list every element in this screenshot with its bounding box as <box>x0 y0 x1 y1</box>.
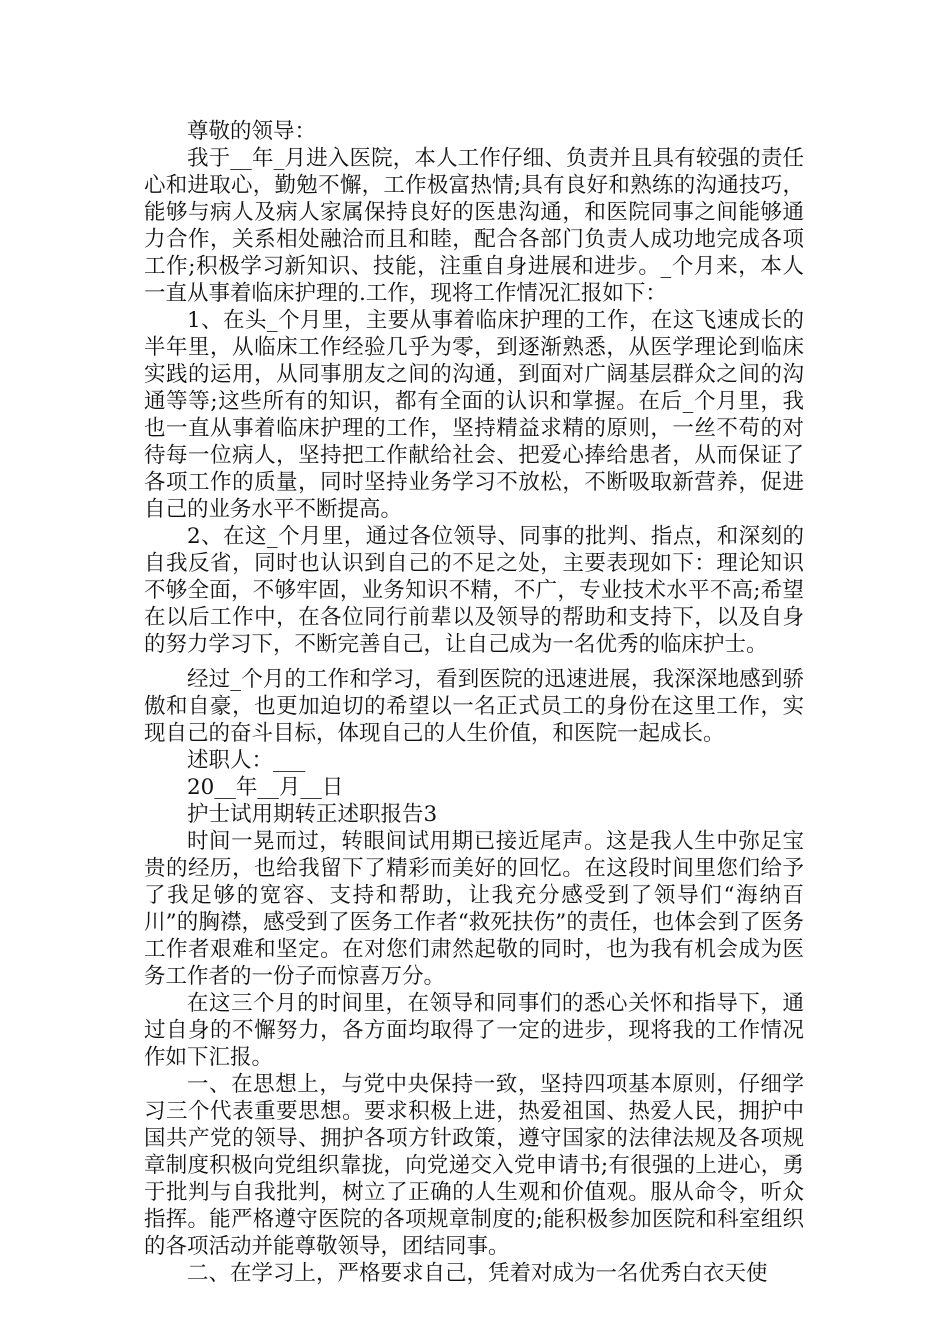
paragraph-intro: 我于__年_月进入医院，本人工作仔细、负责并且具有较强的责任心和进取心，勤勉不懈，工作极富热情;具有良好和熟练的沟通技巧，能够与病人及病人家属保持良好的医患沟通，和医院同事之间能够通力合作，关系相处融洽而且和睦，配合各部门负责人成功地完成各项工作;积极学习新知识、技能，注重自身进展和进步。_个月来，本人一直从事着临床护理的.工作，现将工作情况汇报如下： <box>144 146 804 306</box>
paragraph-report-3-intro: 时间一晃而过，转眼间试用期已接近尾声。这是我人生中弥足宝贵的经历，也给我留下了精彩而美好的回忆。在这段时间里您们给予了我足够的宽容、支持和帮助，让我充分感受到了领导们“海纳百川”的胸襟，感受到了医务工作者“救死扶伤”的责任，也体会到了医务工作者艰难和坚定。在对您们肃然起敬的同时，也为我有机会成为医务工作者的一份子而惊喜万分。 <box>144 829 804 989</box>
paragraph-conclusion: 经过_个月的工作和学习，看到医院的迅速进展，我深深地感到骄傲和自豪，也更加迫切的希望以一名正式员工的身份在这里工作，实现自己的奋斗目标，体现自己的人生价值，和医院一起成长。 <box>144 667 804 746</box>
salutation: 尊敬的领导： <box>187 119 317 144</box>
paragraph-item-2: 2、在这_个月里，通过各位领导、同事的批判、指点，和深刻的自我反省，同时也认识到自己的不足之处，主要表现如下：理论知识不够全面，不够牢固，业务知识不精，不广，专业技术水平不高;希望在以后工作中，在各位同行前辈以及领导的帮助和支持下，以及自身的努力学习下，不断完善自己，让自己成为一名优秀的临床护士。 <box>144 524 804 657</box>
document-body <box>144 118 804 1287</box>
date-line: 20__年__月__日 <box>187 775 344 800</box>
paragraph-thought: 一、在思想上，与党中央保持一致，坚持四项基本原则，仔细学习三个代表重要思想。要求积极上进，热爱祖国、热爱人民，拥护中国共产党的领导、拥护各项方针政策，遵守国家的法律法规及各项规章制度积极向党组织靠拢，向党递交入党申请书;有很强的上进心，勇于批判与自我批判，树立了正确的人生观和价值观。服从命令，听众指挥。能严格遵守医院的各项规章制度的;能积极参加医院和科室组织的各项活动并能尊敬领导，团结同事。 <box>144 1072 804 1259</box>
signature-line: 述职人：___ <box>187 748 306 773</box>
paragraph-report-3-summary: 在这三个月的时间里，在领导和同事们的悉心关怀和指导下，通过自身的不懈努力，各方面均取得了一定的进步，现将我的工作情况作如下汇报。 <box>144 991 804 1070</box>
report-title: 护士试用期转正述职报告3 <box>187 802 438 827</box>
paragraph-item-1: 1、在头_个月里，主要从事着临床护理的工作，在这飞速成长的半年里，从临床工作经验几乎为零，到逐渐熟悉，从医学理论到临床实践的运用，从同事朋友之间的沟通，到面对广阔基层群众之间的沟通等等;这些所有的知识，都有全面的认识和掌握。在后_个月里，我也一直从事着临床护理的工作，坚持精益求精的原则，一丝不苟的对待每一位病人，坚持把工作献给社会、把爱心捧给患者，从而保证了各项工作的质量，同时坚持业务学习不放松，不断吸取新营养，促进自己的业务水平不断提高。 <box>144 308 804 522</box>
paragraph-study: 二、在学习上，严格要求自己，凭着对成为一名优秀白衣天使 <box>187 1261 768 1286</box>
